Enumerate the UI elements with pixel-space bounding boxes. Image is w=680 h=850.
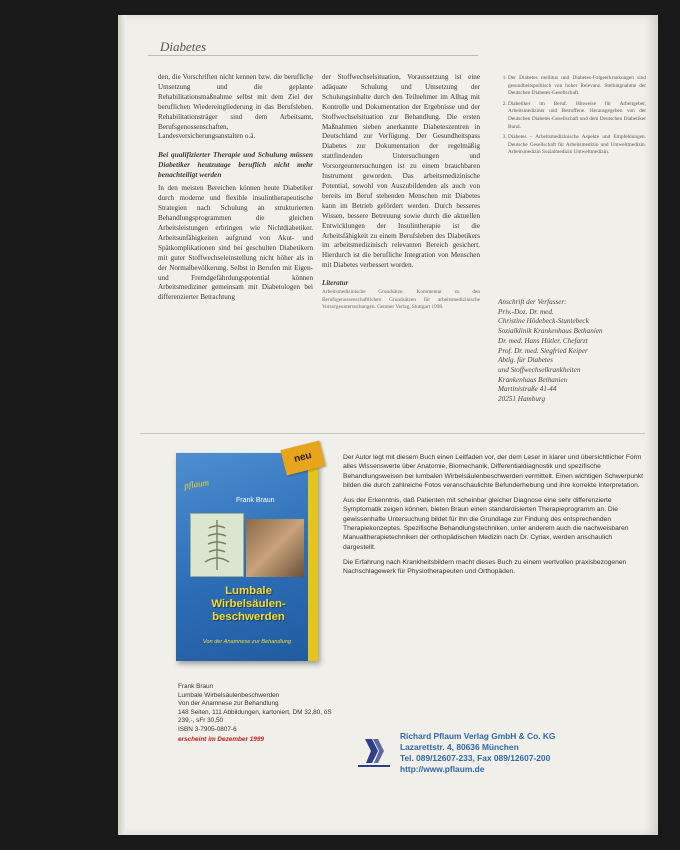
address-line: Martinistraße 41-44	[498, 385, 557, 394]
footnote: 3. Diabetes – Arbeitsmedizinische Aspekte und Empfehlungen. Deutsche Gesellschaft für Arbeitsmedizin und Umweltmedizin. Arbeitsmedizin Sozialmedizin Umweltmedizin.	[508, 134, 646, 157]
address-line: und Stoffwechselkrankheiten	[498, 365, 581, 374]
literature-entry: Arbeitsmedizinische Grundsätze. Kommentar zu den Berufsgenossenschaftlichen Grundsätzen für arbeitsmedizinische Vorsorgeuntersuchungen. Gentner Verlag, Stuttgart 1998.	[322, 289, 480, 311]
book-info-line: Lumbale Wirbelsäulenbeschwerden	[178, 691, 280, 699]
availability-note: erscheint im Dezember 1999	[178, 735, 264, 743]
literature-heading: Literatur	[322, 279, 349, 288]
book-cover-subtitle: Von der Anamnese zur Behandlung	[202, 639, 292, 645]
book-cover-skeleton-image	[190, 513, 244, 577]
magazine-page	[118, 15, 658, 835]
ad-paragraph: Der Autor legt mit diesem Buch einen Leitfaden vor, der dem Leser in klarer und übersichtlicher Form alles Wissenswerte über Anatomie, Biomechanik, Differentialdiagnostik und spezifische Behandlungsweisen bei lumbalen Wirbelsäulenbeschwerden vermittelt. Einen wichtigen Schwerpunkt bilden die durch zahlreiche Fotos veranschaulichte Befunderhebung und ihre korrekte Interpretation.	[343, 454, 643, 489]
article-column-2	[322, 73, 480, 312]
ad-paragraph: Aus der Erkenntnis, daß Patienten mit scheinbar gleicher Diagnose eine sehr differenzierte Symptomatik zeigen können, bieten Braun einen standardisierten Therapieprogramm an. Die gewissenhafte Untersuchung bildet für ihn die Grundlage zur Findung des entsprechenden Therapiekonzeptes. Spezifische Behandlungstechniken, unter anderem auch die nachweisbaren Manualtherapietechniken der orthopädischen Medizin nach Dr. Cyriax, werden anschaulich dargestellt.	[343, 497, 629, 551]
running-head: Diabetes	[160, 39, 207, 54]
publisher-name: Richard Pflaum Verlag GmbH & Co. KG	[400, 731, 556, 741]
article-subheading: Bei qualifizierter Therapie und Schulung müssen Diabetiker heutzutage beruflich nicht mehr benachteiligt werden	[158, 150, 313, 180]
address-line: Krankenhaus Bethanien	[498, 375, 568, 384]
publisher-phone: Tel. 089/12607-233, Fax 089/12607-200	[400, 753, 551, 763]
book-cover	[176, 453, 318, 661]
address-line: Christine Hödebeck-Stuntebeck	[498, 317, 589, 326]
paragraph: der Stoffwechselsituation, Voraussetzung ist eine adäquate Schulung und Umsetzung der Schulungsinhalte durch den Teilnehmer im Alltag mit Kontrolle und Dokumentation der Ergebnisse und der Stoffwechselsituation zur Behandlung. Die ersten Maßnahmen sieben anerkannte Diabeteszentren in Deutschland zur Verfügung. Der Gesundheitspass Diabetes zur Dokumentation der regelmäßig stattfindenden Untersuchungen und Vorsorgeuntersuchungen ist zu einem brauchbaren Instrument geworden. Das arbeitsmedizinische Potential, sowohl von Auszubildenden als auch von bereits im Beruf stehenden Menschen mit Diabetes kann im Betrieb gefördert werden. Durch besseres Wissen, bessere Betreuung sowie durch die aktuellen Entwicklungen der Insulintherapie ist die Arbeitsfähigkeit zu einem Berufsleben des Diabetikers im arbeitsmedizinisch relevanten Bereich gesichert. Hierdurch ist die berufliche Integration von Menschen mit Diabetes verbessert worden.	[322, 73, 480, 270]
book-title-line: beschwerden	[212, 611, 285, 623]
book-cover-stripe	[308, 453, 318, 661]
ad-divider	[140, 433, 645, 434]
book-info-line: ISBN 3-7905-0807-6	[178, 725, 237, 733]
spine-illustration-icon	[191, 514, 243, 576]
address-line: Dr. med. Hans Hütler, Chefarzt	[498, 336, 588, 345]
publisher-details	[400, 731, 555, 775]
address-line: Prof. Dr. med. Siegfried Keiper	[498, 346, 588, 355]
book-info-line: Von der Anamnese zur Behandlung	[178, 700, 279, 708]
pflaum-logo-icon	[356, 733, 392, 769]
publisher-web-link[interactable]: http://www.pflaum.de	[400, 764, 485, 774]
book-info-line: Frank Braun	[178, 683, 214, 690]
address-line: Sozialklinik Krankenhaus Bethanien	[498, 327, 603, 336]
article-column-1	[158, 73, 313, 306]
book-cover-author: Frank Braun	[236, 497, 275, 504]
footnote-list	[498, 75, 646, 157]
new-badge: neu	[280, 441, 325, 476]
ad-paragraph: Die Erfahrung nach Krankheitsbildern macht dieses Buch zu einem wertvollen praxisbezogenen Nachschlagewerk für Physiotherapeuten und Orthopäden.	[343, 558, 627, 576]
footnote: 2. Diabetiker im Beruf. Hinweise für Arbeitgeber, Arbeitsmediziner und Betroffene. Herausgegeben von der Deutschen Diabetes-Gesellschaft und dem Deutschen Diabetiker Bund.	[508, 101, 646, 131]
book-cover-therapy-photo	[246, 519, 304, 577]
footnote: 1. Der Diabetes mellitus und Diabetes-Folgeerkrankungen sind gesundheitspolitisch von hoher Relevanz. Stellungnahme der Deutschen Diabetes-Gesellschaft.	[508, 75, 646, 98]
address-line: Anschrift der Verfasser:	[498, 298, 567, 306]
author-address	[498, 298, 648, 405]
book-cover-title	[186, 585, 311, 624]
address-line: 20251 Hamburg	[498, 395, 546, 404]
book-info	[178, 683, 348, 744]
address-line: Abtlg. für Diabetes	[498, 356, 553, 365]
address-line: Priv.-Doz. Dr. med.	[498, 307, 554, 316]
paragraph: den, die Vorschriften nicht kennen bzw. die berufliche Umsetzung und die geplante Rehabilitationsmaßnahme selbst mit dem Ziel der beruflichen Wiedereingliederung in das Berufsleben. Rehabilitationsträger sind dem Arbeitsamt, Berufsgenossenschaften, Landesversicherungsanstalten o.ä.	[158, 73, 313, 141]
book-info-line: 148 Seiten, 111 Abbildungen, kartoniert, DM 32,80, öS 239,-, sFr 30,50	[178, 708, 332, 725]
paragraph: In den meisten Bereichen können heute Diabetiker durch moderne und flexible insulintherapeutische Strategien nach Schulung an strukturierten Behandlungsprogrammen die gleichen Arbeitsleistungen erbringen wie Nichtdiabetiker. Arbeitsunfähigkeiten aufgrund von Akut- und Spätkomplikationen sind bei geschulten Diabetikern mit guter Stoffwechseleinstellung nicht höher als in der Normalbevölkerung. Selbst in Berufen mit Eigen- und Fremdgefährdungspotential können Arbeitsmediziner gemeinsam mit Diabetologen bei differenzierter Betrachtung	[158, 184, 313, 302]
header-rule	[148, 55, 478, 56]
publisher-street: Lazarettstr. 4, 80636 München	[400, 742, 519, 752]
page-gutter-shadow	[118, 15, 126, 835]
book-title-line: Wirbelsäulen-	[211, 598, 286, 610]
book-cover-brand: pflaum	[183, 477, 210, 491]
ad-description	[343, 453, 643, 583]
footnotes-column	[498, 75, 646, 160]
book-title-line: Lumbale	[225, 585, 272, 597]
